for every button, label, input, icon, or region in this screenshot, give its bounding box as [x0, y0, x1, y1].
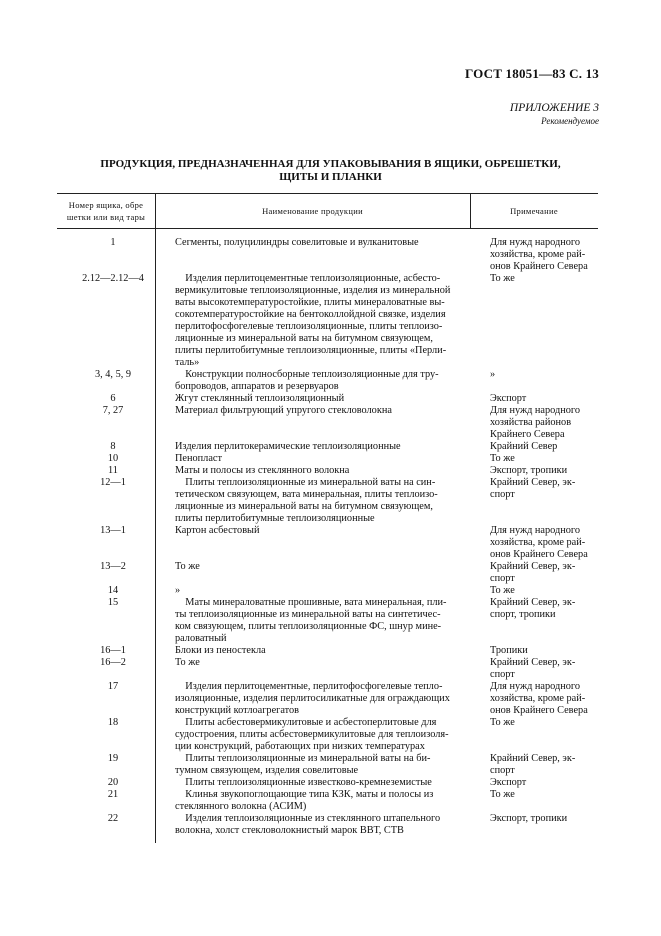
- row-note: Крайний Север, эк- спорт: [490, 477, 576, 500]
- col3-header: Примечание: [510, 206, 558, 216]
- column-divider-1: [155, 193, 156, 843]
- row-number: 14: [107, 585, 119, 596]
- row-note: То же: [490, 717, 515, 728]
- row-number: 13—2: [100, 561, 126, 572]
- row-number: 11: [108, 465, 118, 476]
- row-number: 10: [107, 453, 119, 464]
- row-product-name: »: [175, 585, 181, 596]
- row-number: 2.12—2.12—4: [82, 273, 144, 284]
- row-product-name: Конструкции полносборные теплоизоляционные для тру- бопроводов, аппаратов и резервуаров: [175, 369, 439, 392]
- row-note: Крайний Север: [490, 441, 558, 452]
- table-top-border: [57, 193, 598, 194]
- row-note: Экспорт, тропики: [490, 813, 568, 824]
- row-note: То же: [490, 273, 515, 284]
- row-number: 8: [110, 441, 116, 452]
- row-number: 16—2: [100, 657, 126, 668]
- row-product-name: Сегменты, полуцилиндры совелитовые и вулканитовые: [175, 237, 419, 248]
- appendix-label: ПРИЛОЖЕНИЕ 3: [509, 102, 599, 114]
- document-title: [70, 158, 591, 184]
- row-note: Крайний Север, эк- спорт, тропики: [490, 597, 576, 620]
- row-number: 12—1: [100, 477, 126, 488]
- row-product-name: Материал фильтрующий упругого стекловолокна: [175, 405, 392, 416]
- row-note: Для нужд народного хозяйства, кроме рай- онов Крайнего Севера: [490, 237, 588, 272]
- row-number: 6: [110, 393, 116, 404]
- row-product-name: Изделия перлитоцементные теплоизоляционные, асбесто- вермикулитовые теплоизоляционные, изделия из минеральной ваты высокотемпературостойкие, плиты минераловатные вы- сокотемпературостойкие на бентоколлойдной связке, изделия перлитофосфогелевые теплоизоляционные, плиты теплоизо- ляционные из минеральной ваты на битумном связующем, плиты перлитобитумные теплоизоляционные, плиты «Перли- таль»: [175, 273, 451, 368]
- row-product-name: Изделия теплоизоляционные из стеклянного штапельного волокна, холст стекловолокнистый марок ВВТ, СТВ: [175, 813, 441, 836]
- row-note: Для нужд народного хозяйства, кроме рай- онов Крайнего Севера: [490, 681, 588, 716]
- row-product-name: Картон асбестовый: [175, 525, 260, 536]
- row-product-name: То же: [175, 657, 200, 668]
- row-product-name: Пенопласт: [175, 453, 222, 464]
- row-note: Крайний Север, эк- спорт: [490, 561, 576, 584]
- row-number: 22: [107, 813, 119, 824]
- table-header-border: [57, 228, 598, 229]
- row-number: 3, 4, 5, 9: [94, 369, 132, 380]
- row-number: 18: [107, 717, 119, 728]
- row-number: 1: [110, 237, 116, 248]
- row-number: 20: [107, 777, 119, 788]
- row-number: 17: [107, 681, 119, 692]
- col2-header: Наименование продукции: [262, 206, 363, 216]
- appendix-block: [510, 102, 599, 128]
- row-number: 7, 27: [102, 405, 124, 416]
- row-note: Для нужд народного хозяйства, кроме рай- онов Крайнего Севера: [490, 525, 588, 560]
- row-number: 15: [107, 597, 119, 608]
- row-note: То же: [490, 585, 515, 596]
- row-note: То же: [490, 453, 515, 464]
- col1-header: Номер ящика, обре шетки или вид тары: [66, 200, 146, 222]
- row-number: 19: [107, 753, 119, 764]
- row-product-name: То же: [175, 561, 200, 572]
- row-product-name: Маты и полосы из стеклянного волокна: [175, 465, 350, 476]
- row-note: Экспорт: [490, 393, 527, 404]
- row-number: 16—1: [100, 645, 126, 656]
- title-line-1: ПРОДУКЦИЯ, ПРЕДНАЗНАЧЕННАЯ ДЛЯ УПАКОВЫВАНИЯ В ЯЩИКИ, ОБРЕШЕТКИ,: [100, 158, 561, 170]
- row-number: 13—1: [100, 525, 126, 536]
- row-product-name: Изделия перлитокерамические теплоизоляционные: [175, 441, 401, 452]
- row-note: Экспорт, тропики: [490, 465, 568, 476]
- row-product-name: Изделия перлитоцементные, перлитофосфогелевые тепло- изоляционные, изделия перлитосиликатные для ограждающих конструкций котлоагрегатов: [175, 681, 450, 716]
- row-product-name: Плиты асбестовермикулитовые и асбестоперлитовые для судостроения, плиты асбестовермикулитовые для теплоизоля- ции конструкций, работающих при низких температурах: [175, 717, 449, 752]
- row-number: 21: [107, 789, 119, 800]
- row-note: Тропики: [490, 645, 528, 656]
- row-product-name: Клинья звукопоглощающие типа КЗК, маты и полосы из стеклянного волокна (АСИМ): [175, 789, 434, 812]
- row-note: Для нужд народного хозяйства районов Крайнего Севера: [490, 405, 581, 440]
- row-product-name: Маты минераловатные прошивные, вата минеральная, пли- ты теплоизоляционные из минеральной ваты на синтетичес- ком связующем, плиты теплоизоляционные ФС, шнур мине- раловатный: [175, 597, 447, 644]
- row-note: Крайний Север, эк- спорт: [490, 657, 576, 680]
- title-line-2: ЩИТЫ И ПЛАНКИ: [279, 171, 382, 183]
- recommended-label: Рекомендуемое: [541, 116, 599, 126]
- row-product-name: Плиты теплоизоляционные из минеральной ваты на син- тетическом связующем, вата минеральная, плиты теплоизо- ляционные из минеральной ваты на битумном связующем, плиты перлитобитумные теплоизоляционные: [175, 477, 438, 524]
- page-header: ГОСТ 18051—83 С. 13: [465, 66, 599, 81]
- row-note: »: [490, 369, 496, 380]
- row-note: Крайний Север, эк- спорт: [490, 753, 576, 776]
- row-note: Экспорт: [490, 777, 527, 788]
- row-product-name: Плиты теплоизоляционные из минеральной ваты на би- тумном связующем, изделия совелитовые: [175, 753, 431, 776]
- row-product-name: Плиты теплоизоляционные известково-кремнеземистые: [175, 777, 432, 788]
- row-product-name: Блоки из пеностекла: [175, 645, 266, 656]
- row-note: То же: [490, 789, 515, 800]
- row-product-name: Жгут стеклянный теплоизоляционный: [175, 393, 345, 404]
